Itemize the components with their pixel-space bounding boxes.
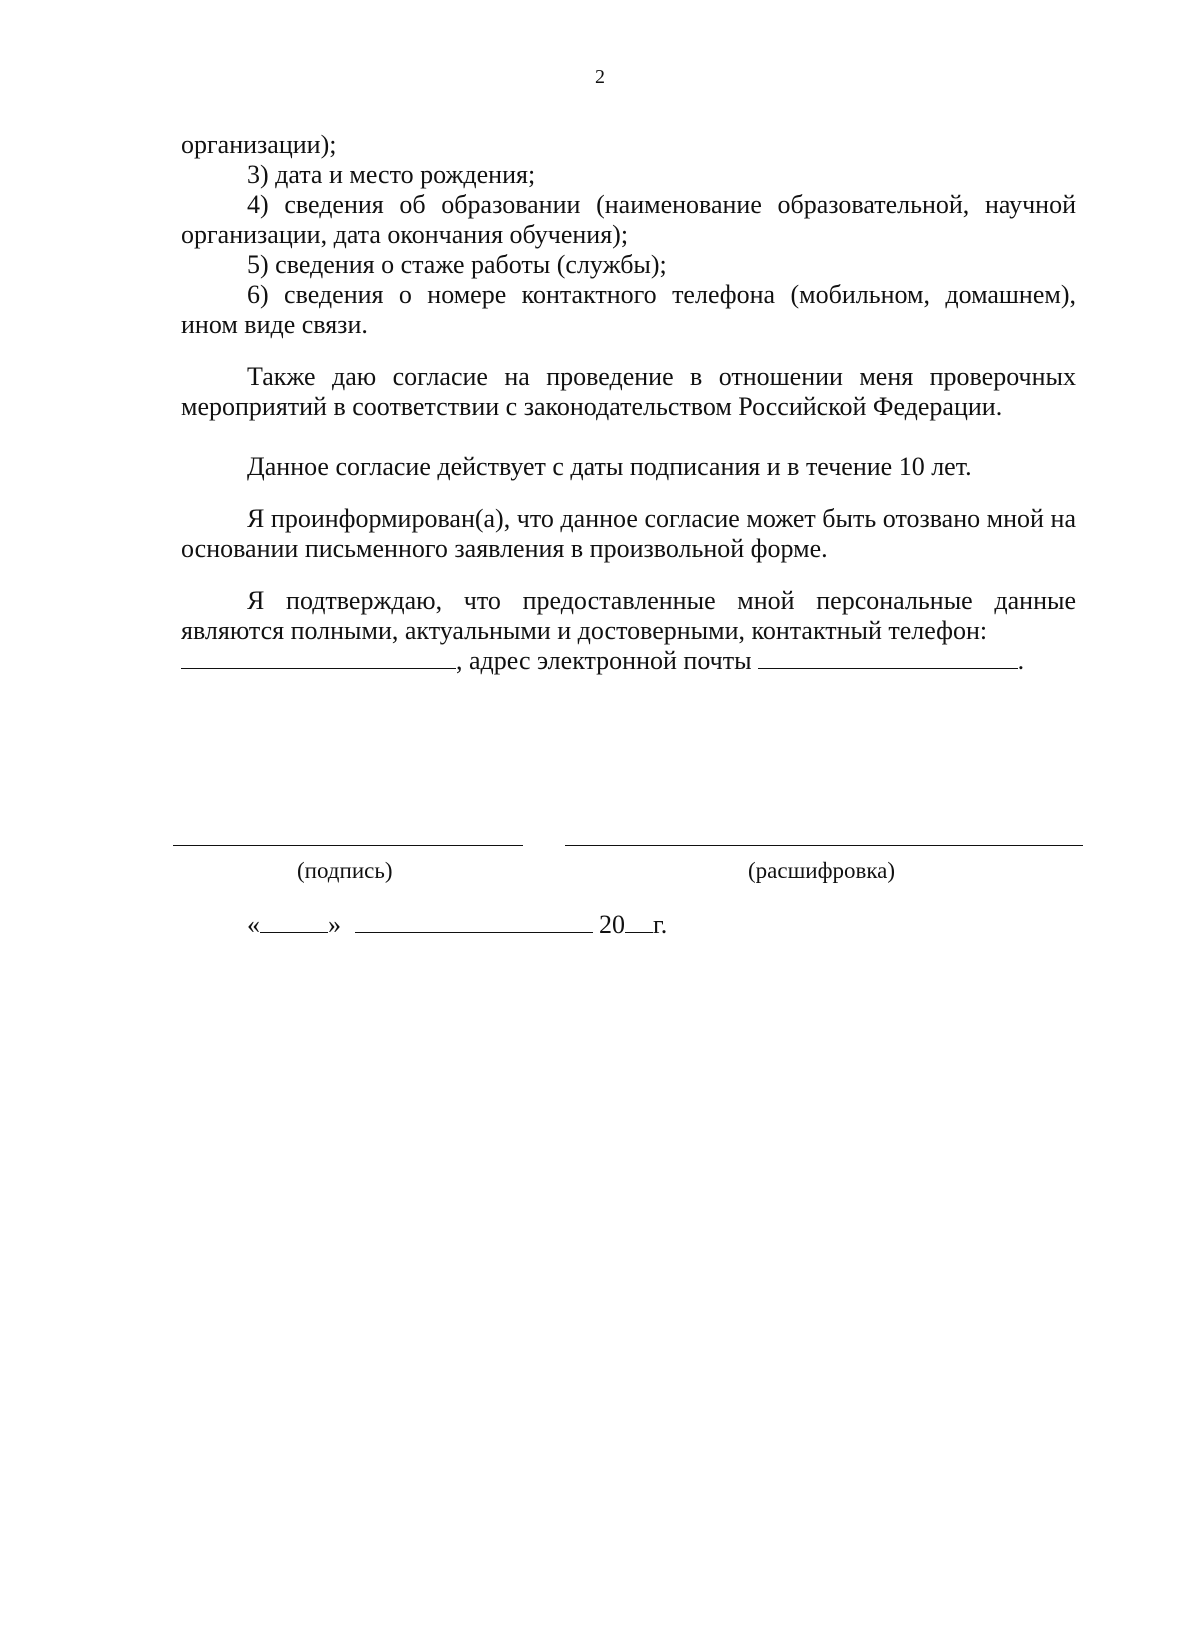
date-year-blank-field[interactable] xyxy=(625,910,653,933)
date-day-blank-field[interactable] xyxy=(260,910,328,933)
list-item-birth: 3) дата и место рождения; xyxy=(247,160,536,189)
signature-line[interactable] xyxy=(173,845,523,846)
paragraph-revocation: Я проинформирован(а), что данное согласие может быть отозвано мной на основании письменного заявления в произвольной форме. xyxy=(181,504,1076,563)
email-label: , адрес электронной почты xyxy=(456,646,752,675)
date-close-quote: » xyxy=(328,910,341,939)
date-month-blank-field[interactable] xyxy=(355,910,593,933)
signature-caption: (подпись) xyxy=(297,858,393,883)
list-item-experience: 5) сведения о стаже работы (службы); xyxy=(247,250,667,279)
paragraph-organization-end: организации); xyxy=(181,130,337,159)
date-year-suffix: г. xyxy=(653,910,668,939)
contact-line xyxy=(181,646,1076,676)
date-row xyxy=(247,910,667,940)
name-decoding-line[interactable] xyxy=(565,845,1083,846)
phone-blank-field[interactable] xyxy=(181,646,456,669)
paragraph-verification-consent: Также даю согласие на проведение в отношении меня проверочных мероприятий в соответствии с законодательством Российской Федерации. xyxy=(181,362,1076,421)
paragraph-confirmation xyxy=(181,586,1076,646)
page-number: 2 xyxy=(595,66,605,88)
name-decoding-caption: (расшифровка) xyxy=(748,858,896,883)
paragraph-validity: Данное согласие действует с даты подписания и в течение 10 лет. xyxy=(247,452,972,481)
consent-body xyxy=(181,130,1076,676)
email-blank-field[interactable] xyxy=(758,646,1018,669)
confirmation-text: Я подтверждаю, что предоставленные мной персональные данные являются полными, актуальными и достоверными, контактный телефон: xyxy=(181,586,1076,645)
contact-line-end: . xyxy=(1017,646,1025,675)
date-year-prefix: 20 xyxy=(599,910,625,939)
date-open-quote: « xyxy=(247,910,260,939)
list-item-education: 4) сведения об образовании (наименование образовательной, научной организации, дата окончания обучения); xyxy=(181,190,1076,249)
list-item-phone: 6) сведения о номере контактного телефона (мобильном, домашнем), ином виде связи. xyxy=(181,280,1076,339)
